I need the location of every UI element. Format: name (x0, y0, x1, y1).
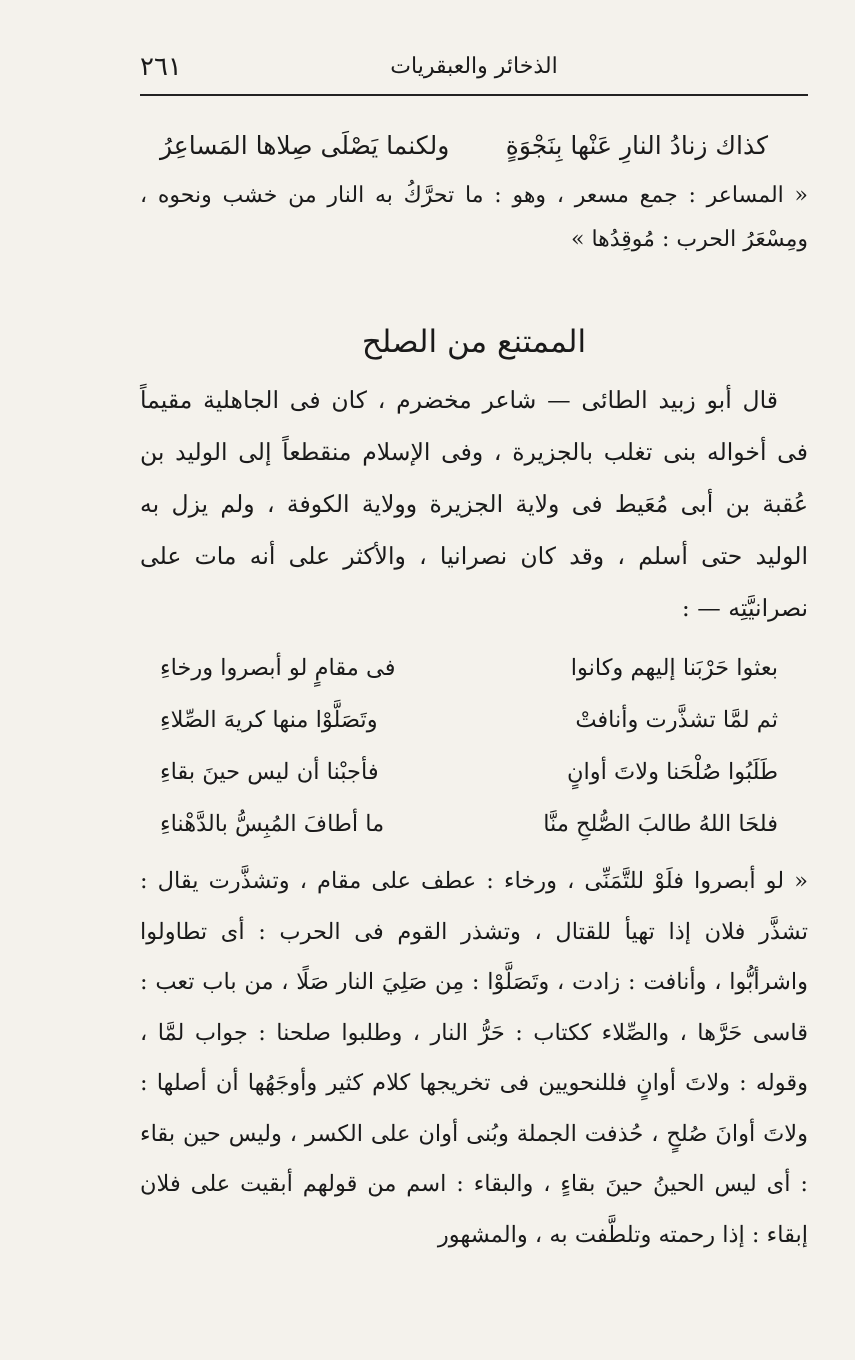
commentary: « لو أبصروا فلَوْ للتَّمَنِّى ، ورخاء : عطف على مقام ، وتشذَّرت يقال : تشذَّر فلان إذا تهيأ للقتال ، وتشذر القوم فى الحرب : أى تطاولوا واشرأبُّوا ، وأنافت : زادت ، وتَصَلَّوْا : مِن صَلِيَ النار صَلًا ، من باب تعب : قاسى حَرَّها ، والصِّلاء ككتاب : حَرُّ النار ، وطلبوا صلحنا : جواب لمَّا ، وقوله : ولاتَ أوانٍ فللنحويين فى تخريجها كلام كثير وأوجَهُها أن أصلها : ولاتَ أوانَ صُلحٍ ، حُذفت الجملة وبُنى أوان على الكسر ، وليس حين بقاء : أى ليس الحينُ حينَ بقاءٍ ، والبقاء : اسم من قولهم أبقيت على فلان إبقاء : إذا رحمته وتلطَّفت به ، والمشهور (140, 868, 808, 1248)
verse-first-hemistich: طَلَبُوا صُلْحَنا ولاتَ أوانٍ (567, 759, 778, 785)
page-header (140, 50, 808, 96)
poem-verse (160, 798, 778, 850)
verse-second-hemistich: وتَصَلَّوْا منها كريهَ الصِّلاءِ (160, 707, 378, 733)
verse-second-hemistich: فى مقامٍ لو أبصروا ورخاءِ (160, 655, 396, 681)
opening-note: « المساعر : جمع مسعر ، وهو : ما تحرَّكُ به النار من خشب ونحوه ، ومِسْعَرُ الحرب : مُوقِدُها » (140, 183, 808, 252)
page-number: ٢٦١ (140, 52, 182, 82)
verse-first-hemistich: بعثوا حَرْبَنا إليهم وكانوا (570, 655, 778, 681)
poem (140, 642, 808, 850)
verse-first-hemistich: كذاك زنادُ النارِ عَنْها بِنَجْوَةٍ (505, 131, 768, 160)
intro-paragraph: قال أبو زبيد الطائى — شاعر مخضرم ، كان فى الجاهلية مقيماً فى أخواله بنى تغلب بالجزيرة ، وفى الإسلام منقطعاً إلى الوليد بن عُقبة بن أبى مُعَيط فى ولاية الجزيرة وولاية الكوفة ، ولم يزل به الوليد حتى أسلم ، وقد كان نصرانيا ، والأكثر على أنه مات على نصرانيَّتِه — : (140, 386, 808, 622)
running-title: الذخائر والعبقريات (390, 54, 558, 79)
poem-verse (160, 694, 778, 746)
poem-verse (160, 746, 778, 798)
verse-first-hemistich: ثم لمَّا تشذَّرت وأنافتْ (575, 707, 778, 733)
verse-second-hemistich: ولكنما يَصْلَى صِلاها المَساعِرُ (160, 131, 450, 160)
verse-second-hemistich: فأجبْنا أن ليس حينَ بقاءِ (160, 759, 379, 785)
verse-second-hemistich: ما أطافَ المُبِسُّ بالدَّهْناءِ (160, 811, 385, 837)
opening-verse (140, 118, 808, 174)
section-heading: الممتنع من الصلح (361, 324, 587, 360)
poem-verse (160, 642, 778, 694)
verse-first-hemistich: فلحَا اللهُ طالبَ الصُّلحِ منَّا (543, 811, 778, 837)
page-body (140, 118, 808, 1260)
